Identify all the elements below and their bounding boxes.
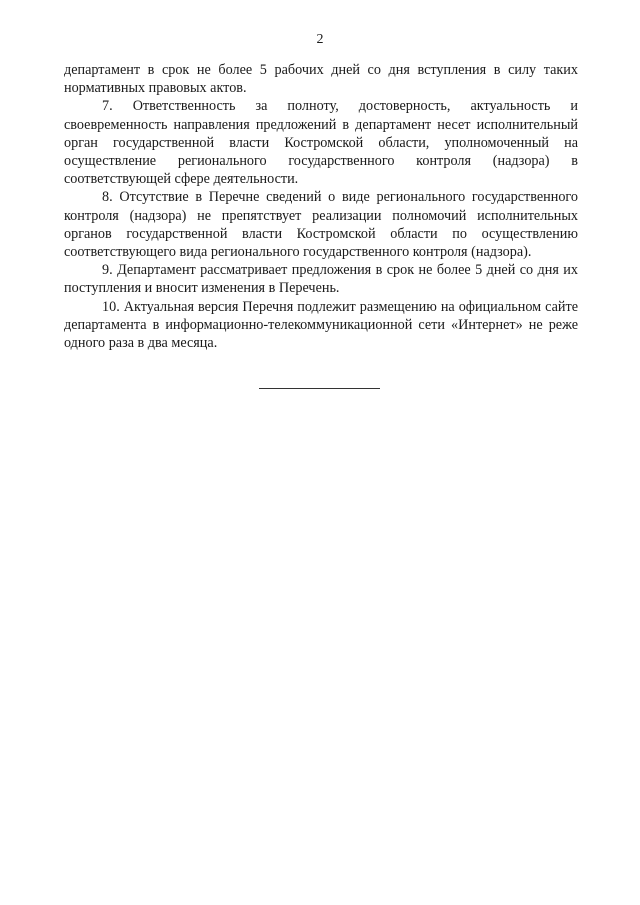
page-number: 2 bbox=[316, 32, 324, 47]
paragraph-7: 7. Ответственность за полноту, достоверность, актуальность и своевременность направления предложений в департамент несет исполнительный орган государственной власти Костромской области, уполномоченный на осуществление регионального государственного контроля (надзора) в соответствующей сфере деятельности. bbox=[64, 98, 578, 188]
paragraph-10: 10. Актуальная версия Перечня подлежит размещению на официальном сайте департамента в информационно-телекоммуникационной сети «Интернет» не реже одного раза в два месяца. bbox=[64, 298, 578, 352]
paragraph-continuation: департамент в срок не более 5 рабочих дней со дня вступления в силу таких нормативных правовых актов. bbox=[64, 62, 578, 97]
document-body bbox=[64, 61, 578, 352]
paragraph-8: 8. Отсутствие в Перечне сведений о виде регионального государственного контроля (надзора) не препятствует реализации полномочий исполнительных органов государственной власти Костромской области по осуществлению соответствующего вида регионального государственного контроля (надзора). bbox=[64, 189, 578, 261]
end-divider-line bbox=[259, 388, 380, 389]
paragraph-9: 9. Департамент рассматривает предложения в срок не более 5 дней со дня их поступления и вносит изменения в Перечень. bbox=[64, 262, 578, 297]
